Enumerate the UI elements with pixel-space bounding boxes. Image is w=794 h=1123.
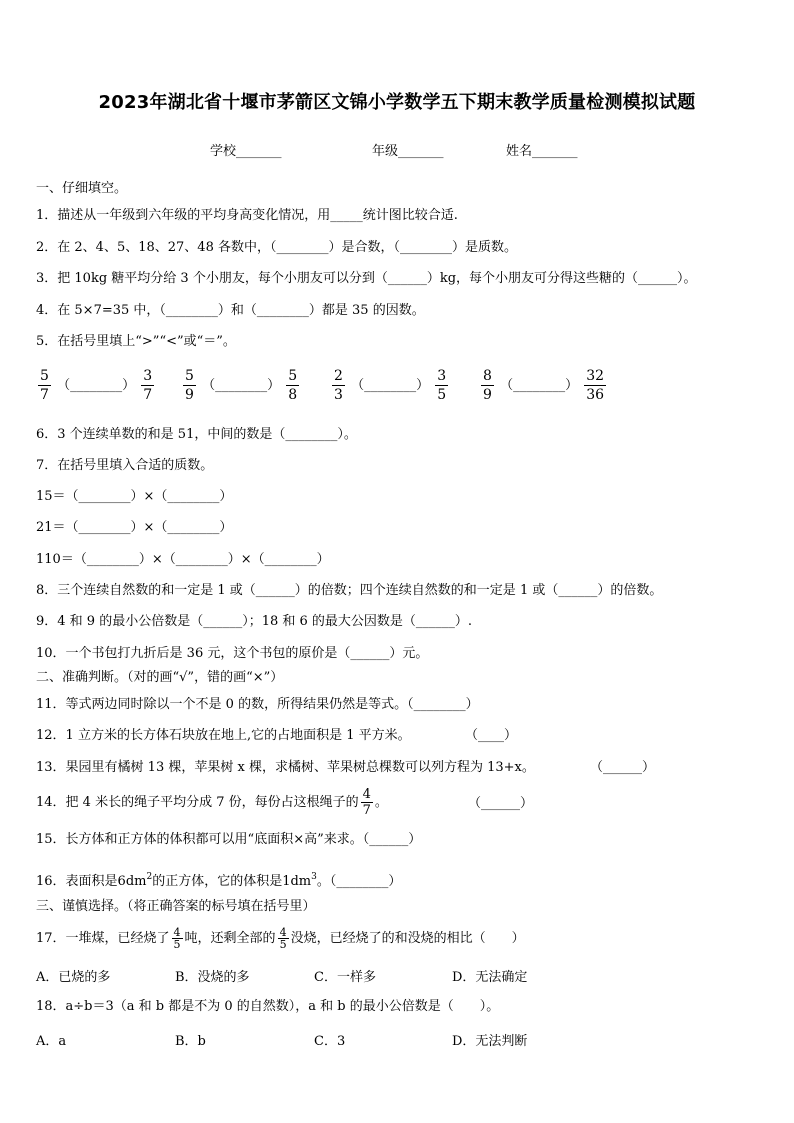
question-2: 2．在 2、4、5、18、27、48 各数中，（________）是合数，（________）是质数。 <box>36 240 517 255</box>
comparison-item <box>181 367 301 404</box>
question-3: 3．把 10kg 糖平均分给 3 个小朋友，每个小朋友可以分到（______）kg，每个小朋友可分得这些糖的（______）。 <box>36 271 697 286</box>
grade-field: 年级_______ <box>372 144 444 159</box>
question-7-line-c: 110＝（________）×（________）×（________） <box>36 552 330 567</box>
fraction: $\frac{4}{7}$ <box>362 787 371 818</box>
question-1: 1．描述从一年级到六年级的平均身高变化情况，用_____统计图比较合适. <box>36 208 458 223</box>
fraction: $\frac{3}{5}$ <box>437 368 447 403</box>
comparison-item <box>330 367 450 404</box>
question-18: 18．a÷b＝3（a 和 b 都是不为 0 的自然数），a 和 b 的最小公倍数是（ ）。 <box>36 999 500 1014</box>
comparison-blank: （________） <box>57 378 136 393</box>
question-6: 6．3 个连续单数的和是 51，中间的数是（________）。 <box>36 427 357 442</box>
comparison-item <box>36 367 156 404</box>
school-field: 学校_______ <box>210 144 282 159</box>
section-heading-2: 二、准确判断。（对的画“√”，错的画“×”） <box>36 670 284 685</box>
answer-blank: （______） <box>590 760 656 775</box>
section-heading-1: 一、仔细填空。 <box>36 181 128 196</box>
question-9: 9．4 和 9 的最小公倍数是（______）；18 和 6 的最大公因数是（______）. <box>36 614 473 629</box>
question-10: 10．一个书包打九折后是 36 元，这个书包的原价是（______）元。 <box>36 646 429 661</box>
section-heading-3: 三、谨慎选择。（将正确答案的标号填在括号里） <box>36 899 316 914</box>
question-15: 15．长方体和正方体的体积都可以用“底面积×高”来求。（______） <box>36 832 422 847</box>
comparison-item <box>479 367 608 404</box>
question-11: 11．等式两边同时除以一个不是 0 的数，所得结果仍然是等式。（________） <box>36 697 479 712</box>
comparison-blank: （________） <box>500 378 579 393</box>
option-d: D．无法判断 <box>452 1034 528 1049</box>
question-17: 17．一堆煤，已经烧了 $\frac{4}{5}$ 吨，还剩全部的 $\frac{4}{5}$ 没烧，已经烧了的和没烧的相比（ ） <box>36 926 525 951</box>
option-a: A．a <box>36 1034 67 1049</box>
fraction: $\frac{5}{7}$ <box>40 368 49 403</box>
comparison-blank: （________） <box>202 378 281 393</box>
answer-blank: （______） <box>468 796 534 811</box>
option-c: C．3 <box>314 1034 346 1049</box>
fraction: $\frac{2}{3}$ <box>334 368 343 403</box>
question-7: 7．在括号里填入合适的质数。 <box>36 458 214 473</box>
option-c: C．一样多 <box>314 970 376 985</box>
question-16: 16．表面积是$6dm^2$的正方体，它的体积是$1dm^3$。（________） <box>36 872 402 889</box>
fraction: $\frac{4}{5}$ <box>173 926 181 951</box>
question-5: 5．在括号里填上“>”“<”或“＝”。 <box>36 334 236 349</box>
fraction: $\frac{5}{8}$ <box>288 368 298 403</box>
name-field: 姓名_______ <box>506 144 578 159</box>
question-4: 4．在 5×7=35 中，（________）和（________）都是 35 的因数。 <box>36 303 425 318</box>
fraction: $\frac{3}{7}$ <box>143 368 153 403</box>
option-b: B．b <box>175 1034 206 1049</box>
option-b: B．没烧的多 <box>175 970 250 985</box>
option-d: D．无法确定 <box>452 970 528 985</box>
fraction: $\frac{8}{9}$ <box>483 368 492 403</box>
question-7-line-b: 21＝（________）×（________） <box>36 520 233 535</box>
question-8: 8．三个连续自然数的和一定是 1 或（______）的倍数；四个连续自然数的和一定是 1 或（______）的倍数。 <box>36 583 663 598</box>
question-13: 13．果园里有橘树 13 棵，苹果树 x 棵，求橘树、苹果树总棵数可以列方程为 13+x。 <box>36 760 535 775</box>
fraction: $\frac{5}{9}$ <box>185 368 194 403</box>
comparison-blank: （________） <box>351 378 430 393</box>
page-title: 2023年湖北省十堰市茅箭区文锦小学数学五下期末教学质量检测模拟试题 <box>98 92 696 113</box>
answer-blank: （____） <box>465 728 518 743</box>
question-12: 12．1 立方米的长方体石块放在地上,它的占地面积是 1 平方米。 <box>36 728 411 743</box>
fraction: $\frac{32}{36}$ <box>586 368 605 403</box>
option-a: A．已烧的多 <box>36 970 111 985</box>
question-7-line-a: 15＝（________）×（________） <box>36 489 233 504</box>
fraction: $\frac{4}{5}$ <box>279 926 287 951</box>
question-14: 14．把 4 米长的绳子平均分成 7 份，每份占这根绳子的 $\frac{4}{7}$ 。 <box>36 787 388 818</box>
